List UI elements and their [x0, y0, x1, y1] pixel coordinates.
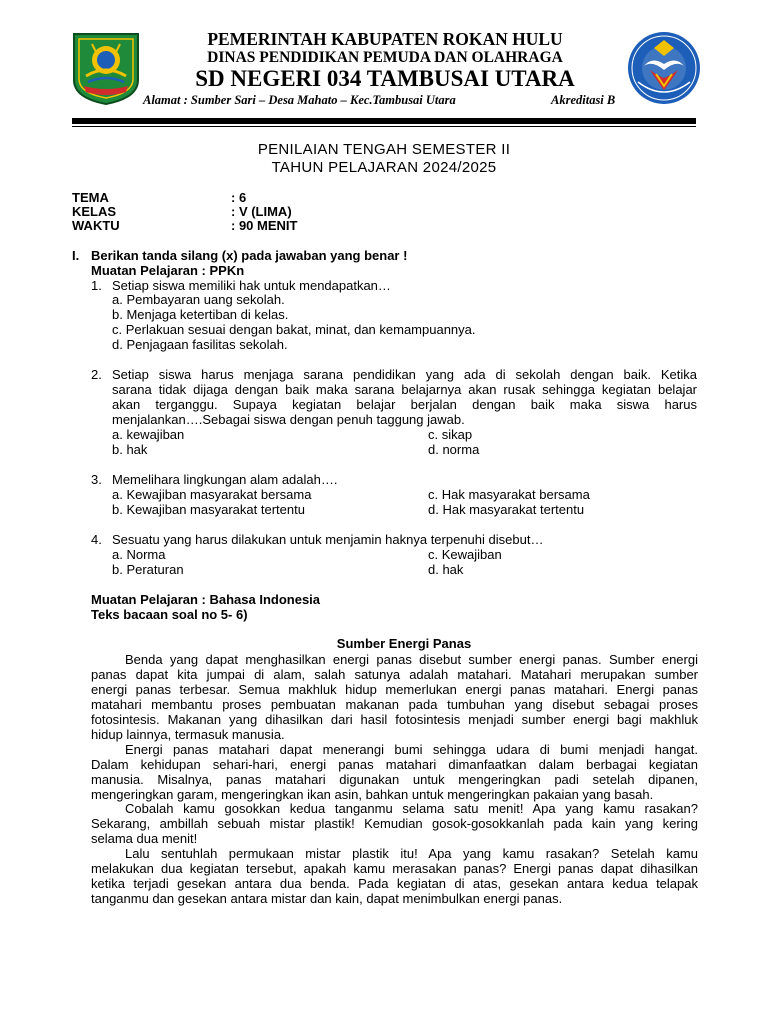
tut-wuri-handayani-emblem-icon — [624, 30, 704, 106]
question-2-line: akan terganggu. Supaya kegiatan belajar berjalan dengan baik maka siswa harus — [112, 397, 697, 412]
question-2-option-a: a. kewajiban — [112, 427, 185, 442]
question-2-number: 2. — [91, 367, 102, 382]
subject-bahasa-indonesia: Muatan Pelajaran : Bahasa Indonesia — [91, 592, 321, 607]
question-4-option-d: d. hak — [428, 562, 464, 577]
question-3-option-a: a. Kewajiban masyarakat bersama — [112, 487, 312, 502]
reading-line: hidup lainnya, termasuk manusia. — [91, 727, 285, 742]
question-4-option-a: a. Norma — [112, 547, 166, 562]
reading-title: Sumber Energi Panas — [336, 636, 472, 651]
question-2-option-c: c. sikap — [428, 427, 473, 442]
letterhead-accreditation: Akreditasi B — [551, 93, 616, 107]
question-4-text: Sesuatu yang harus dilakukan untuk menjamin haknya terpenuhi disebut… — [112, 532, 544, 547]
section-instruction: Berikan tanda silang (x) pada jawaban yang benar ! — [91, 248, 408, 263]
question-2-line: sarana tidak dijaga dengan baik maka sarana belajarnya akan rusak sehingga kegiatan belajar — [112, 382, 697, 397]
reading-line: Dalam kehidupan sehari-hari, energi panas matahari dimanfaatkan dalam berbagai kegiatan — [91, 757, 698, 772]
reading-line: tanganmu dan gesekan antara mistar dan kain, dapat menimbulkan energi panas. — [91, 891, 563, 906]
reading-line: ketika terjadi gesekan antara dua benda. Pada kegiatan di atas, gesekan antara kedua telapak — [91, 876, 698, 891]
reading-line: Lalu sentuhlah permukaan mistar plastik itu! Apa yang kamu rasakan? Setelah kamu — [125, 846, 698, 861]
reading-line: fotosintesis. Makanan yang dihasilkan dari hasil fotosintesis menjadi sumber energi bagi makhluk — [91, 712, 698, 727]
question-3-number: 3. — [91, 472, 102, 487]
question-1-option-c: c. Perlakuan sesuai dengan bakat, minat, dan kemampuannya. — [112, 322, 476, 337]
question-1-number: 1. — [91, 278, 102, 293]
letterhead-divider-thin — [72, 126, 696, 127]
letterhead-government: PEMERINTAH KABUPATEN ROKAN HULU — [207, 29, 563, 49]
question-1-option-a: a. Pembayaran uang sekolah. — [112, 292, 285, 307]
reading-reference: Teks bacaan soal no 5- 6) — [91, 607, 248, 622]
info-label-tema: TEMA — [72, 190, 109, 205]
letterhead-address-row — [143, 93, 633, 108]
question-1-text: Setiap siswa memiliki hak untuk mendapatkan… — [112, 278, 391, 293]
info-value-waktu: : 90 MENIT — [231, 218, 298, 233]
info-label-waktu: WAKTU — [72, 218, 120, 233]
reading-line: selama dua menit! — [91, 831, 198, 846]
info-label-kelas: KELAS — [72, 204, 117, 219]
question-2-line: menjalankan….Sebagai siswa dengan penuh taggung jawab. — [112, 412, 465, 427]
letterhead-address: Alamat : Sumber Sari – Desa Mahato – Kec.Tambusai Utara — [143, 93, 456, 107]
reading-line: Energi panas matahari dapat menerangi bumi sehingga udara di bumi menjadi hangat. — [125, 742, 698, 757]
section-number: I. — [72, 248, 80, 263]
info-value-kelas: : V (LIMA) — [231, 204, 292, 219]
question-3-text: Memelihara lingkungan alam adalah…. — [112, 472, 338, 487]
question-2-option-b: b. hak — [112, 442, 148, 457]
info-value-tema: : 6 — [231, 190, 247, 205]
question-1-option-b: b. Menjaga ketertiban di kelas. — [112, 307, 289, 322]
reading-line: panas dapat kita jumpai di alam, salah satunya adalah matahari. Matahari merupakan sumber — [91, 667, 698, 682]
exam-title: PENILAIAN TENGAH SEMESTER II — [257, 141, 511, 158]
rokan-hulu-emblem-icon — [70, 30, 142, 106]
letterhead-school-name: SD NEGERI 034 TAMBUSAI UTARA — [195, 66, 575, 91]
reading-line: melakukan dua kegiatan tersebut, apakah kamu merasakan panas? Energi panas dapat dihasilkan — [91, 861, 698, 876]
exam-year: TAHUN PELAJARAN 2024/2025 — [271, 159, 497, 176]
letterhead-department: DINAS PENDIDIKAN PEMUDA DAN OLAHRAGA — [207, 49, 563, 66]
letterhead-divider-thick — [72, 118, 696, 124]
subject-ppkn: Muatan Pelajaran : PPKn — [91, 263, 245, 278]
question-3-option-b: b. Kewajiban masyarakat tertentu — [112, 502, 305, 517]
reading-line: Benda yang dapat menghasilkan energi panas disebut sumber energi panas. Sumber energi — [125, 652, 698, 667]
question-4-option-c: c. Kewajiban — [428, 547, 502, 562]
question-2-option-d: d. norma — [428, 442, 480, 457]
reading-line: matahari membantu proses pembuatan makanan pada tumbuhan yang disebut sebagai proses — [91, 697, 698, 712]
question-1-option-d: d. Penjagaan fasilitas sekolah. — [112, 337, 288, 352]
reading-line: manusia. Misalnya, panas matahari digunakan untuk mengeringkan padi setelah dipanen, — [91, 772, 698, 787]
question-4-number: 4. — [91, 532, 102, 547]
reading-line: Cobalah kamu gosokkan kedua tanganmu selama satu menit! Apa yang kamu rasakan? — [125, 801, 698, 816]
reading-line: mengeringkan garam, mengeringkan ikan asin, bahkan untuk mengeringkan pakaian yang basah. — [91, 787, 654, 802]
question-2-line: Setiap siswa harus menjaga sarana pendidikan yang ada di sekolah dengan baik. Ketika — [112, 367, 697, 382]
question-3-option-c: c. Hak masyarakat bersama — [428, 487, 590, 502]
reading-line: Sekarang, ambillah sebuah mistar plastik! Kemudian gosok-gosokkanlah pada kain yang kering — [91, 816, 698, 831]
question-4-option-b: b. Peraturan — [112, 562, 184, 577]
reading-line: energi panas terbesar. Semua makhluk hidup memerlukan energi panas matahari. Energi panas — [91, 682, 698, 697]
question-3-option-d: d. Hak masyarakat tertentu — [428, 502, 585, 517]
